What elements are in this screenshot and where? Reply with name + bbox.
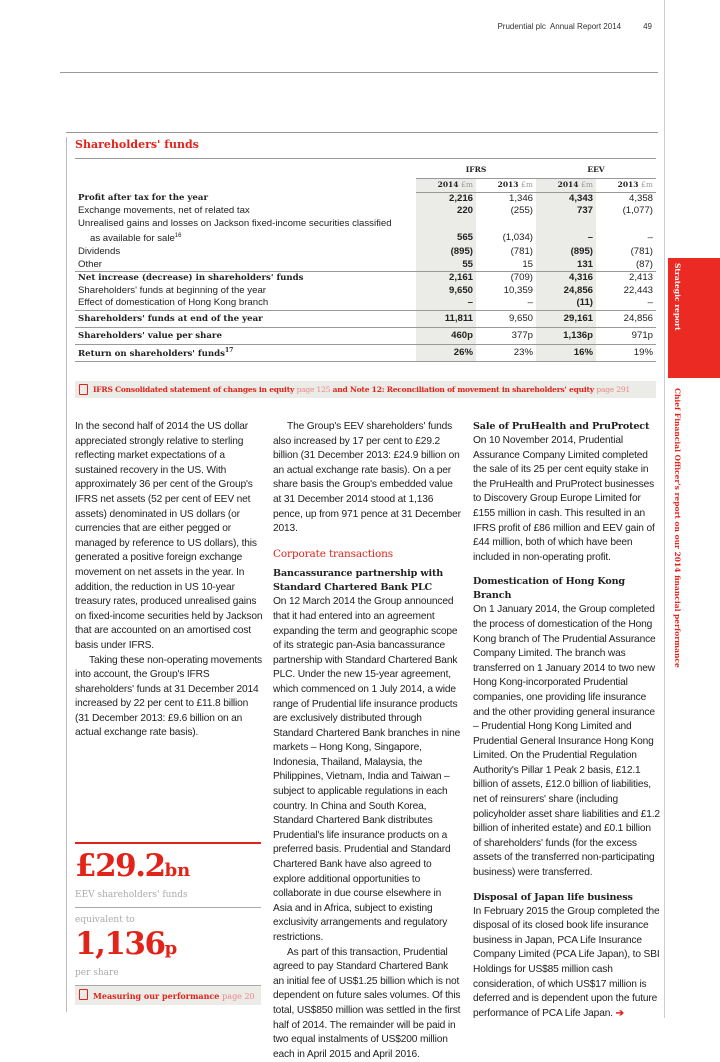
table-row: [75, 230, 656, 246]
table-row: [75, 285, 656, 298]
year-header: [536, 178, 596, 192]
label-text: Exchange movements, net of related tax: [78, 205, 250, 217]
year-header: [416, 178, 476, 192]
table-row: [75, 205, 656, 218]
per-share-value: 1,136: [75, 926, 165, 962]
cell-value: [476, 218, 536, 231]
cell-value: 23%: [476, 345, 536, 362]
cell-value: 22,443: [623, 284, 653, 296]
unit: £m: [581, 179, 593, 189]
paragraph: On 10 November 2014, Prudential Assurance Company Limited completed the sale of its 25 per cent equity stake in the PruHealth and PruProtect businesses to Discovery Group Europe Limited for £155 million in cash. This resulted in an IFRS profit of £86 million and EEV gain of £44 million, both of which have been included in non-operating profit.: [473, 435, 655, 563]
cell-value: [416, 218, 476, 231]
row-label: [75, 345, 416, 362]
year: 2014: [557, 179, 579, 189]
cell-value: 10,359: [503, 284, 533, 296]
cell-value: 460p: [416, 328, 476, 345]
cell-value: 55: [416, 259, 476, 272]
report-name: Annual Report 2014: [549, 22, 622, 31]
column-2: [273, 420, 461, 1062]
label-text: as available for sale: [90, 233, 175, 245]
cell-value: 24,856: [536, 285, 596, 298]
cell-value: 15: [522, 258, 533, 270]
row-label: [75, 311, 416, 328]
per-share-label: per share: [75, 968, 119, 978]
cell-value: 565: [416, 230, 476, 246]
row-label: [75, 192, 416, 205]
cell-value: 2,161: [416, 272, 476, 285]
cell-value: 377p: [476, 328, 536, 345]
cell-value: –: [536, 230, 596, 246]
document-icon: [79, 989, 88, 1000]
cell-value: (895): [416, 246, 476, 259]
cell-value: (1,034): [502, 231, 533, 243]
subheading-bancassurance: Bancassurance partnership with Standard Chartered Bank PLC: [273, 568, 444, 594]
table-row: [75, 246, 656, 259]
cell-value: 24,856: [596, 311, 656, 328]
cell-value: 11,811: [416, 311, 476, 328]
cell-value: 1,136p: [536, 328, 596, 345]
cell-value: 737: [536, 205, 596, 218]
cell-value: 4,343: [536, 192, 596, 205]
label-text: Return on shareholders' funds: [78, 349, 225, 360]
label-text: Net increase (decrease) in shareholders' funds: [78, 273, 304, 284]
label-text: Effect of domestication of Hong Kong branch: [78, 297, 269, 309]
table-row: [75, 192, 656, 205]
cell-value: 9,650: [416, 285, 476, 298]
document-icon: [79, 384, 88, 395]
row-label: [75, 328, 416, 345]
label-text: Shareholders' funds at beginning of the year: [78, 284, 266, 296]
cell-value: 2,216: [416, 192, 476, 205]
paragraph: On 1 January 2014, the Group completed the process of domestication of the Hong Kong branch of The Prudential Assurance Company Limited. The branch was transferred on 1 January 2014 to two new Hong Kong-incorporated Prudential companies, one providing life insurance and the other providing general insurance – Prudential Hong Kong Limited and Prudential General Insurance Hong Kong Limited. On the Prudential Regulation Authority's Pillar 1 Peak 2 basis, £12.1 billion of assets, £12.0 billion of liabilities, net of reinsurers' share (including policyholder asset share liabilities and £1.2 billion of inherited estate) and £0.1 billion of shareholders' funds (for the excess assets of the transferred non-participating business) were transferred.: [473, 604, 660, 879]
row-label: [75, 230, 416, 246]
cell-value: [536, 218, 596, 231]
measuring-performance-link[interactable]: [75, 985, 261, 1005]
cell-value: 4,358: [628, 192, 653, 204]
shareholders-funds-table: [75, 164, 656, 363]
continue-arrow-icon: ➔: [615, 1007, 624, 1019]
table-row: [75, 297, 656, 310]
key-figure-callout: [75, 842, 261, 1005]
cell-value: 4,316: [536, 272, 596, 285]
cell-value: (709): [476, 272, 536, 285]
company-name: Prudential plc: [497, 22, 546, 31]
year-header: [476, 178, 536, 192]
eev-funds-value: £29.2: [75, 848, 165, 884]
chapter-label: Chief Financial Officer's report on our 2014 financial performance: [673, 388, 682, 668]
table-row: [75, 218, 656, 231]
header-rule: [60, 72, 658, 73]
footnote-ref: 17: [224, 347, 234, 355]
label-text: Profit after tax for the year: [78, 193, 208, 204]
cell-value: 1,346: [508, 192, 533, 204]
table-row: [75, 259, 656, 272]
section-title: Shareholders' funds: [75, 138, 199, 151]
label-text: Shareholders' value per share: [78, 330, 222, 341]
xref-page-1: page 125: [296, 385, 331, 394]
blank: [75, 178, 416, 192]
table-top-rule: [75, 158, 656, 159]
eev-funds-unit: bn: [164, 860, 191, 881]
row-label: [75, 205, 416, 218]
cell-value: –: [416, 297, 476, 310]
cell-value: –: [647, 297, 653, 309]
cell-value: (11): [536, 297, 596, 310]
cell-value: 29,161: [536, 311, 596, 328]
cross-reference-link[interactable]: [75, 381, 656, 398]
group-eev: EEV: [536, 164, 656, 178]
cell-value: (87): [635, 258, 653, 270]
cell-value: 19%: [596, 345, 656, 362]
section-rule: [66, 132, 658, 133]
margin-line: [66, 137, 67, 1012]
year: 2013: [497, 179, 519, 189]
section-tab-label[interactable]: Strategic report: [673, 263, 682, 331]
margin-line-right: [664, 0, 665, 1018]
row-label: [75, 246, 416, 259]
cell-value: (781): [510, 246, 533, 258]
cell-value: 220: [416, 205, 476, 218]
paragraph: As part of this transaction, Prudential agreed to pay Standard Chartered Bank an initial fee of US$1.25 billion which is not dependent on future sales volumes. Of this total, US$850 million was settled in the first half of 2014. The remainder will be paid in two equal instalments of US$200 million each in April 2015 and April 2016.: [273, 946, 461, 1060]
label-text: Shareholders' funds at end of the year: [78, 313, 263, 324]
link-page: page 20: [222, 992, 255, 1001]
xref-text-1: IFRS Consolidated statement of changes in equity: [93, 385, 295, 394]
table-row: [75, 272, 656, 285]
label-text: Other: [78, 258, 102, 270]
row-label: [75, 272, 416, 285]
cell-value: –: [527, 297, 533, 309]
year-header: [596, 178, 656, 192]
row-label: [75, 218, 416, 231]
paragraph: In February 2015 the Group completed the disposal of its closed book life insurance business in Japan, PCA Life Insurance Company Limited (PCA Life Japan), to SBI Holdings for US$85 million cash consideration, of which US$17 million is deferred and is dependent upon the future performance of PCA Life Japan.: [473, 905, 660, 1019]
row-label: [75, 259, 416, 272]
cell-value: (781): [630, 246, 653, 258]
unit: £m: [521, 179, 533, 189]
footnote-ref: 16: [174, 233, 182, 240]
column-3: [473, 420, 661, 1021]
paragraph: In the second half of 2014 the US dollar appreciated strongly relative to sterling reflecting market expectations of a sustained recovery in the US. With approximately 36 per cent of the Group's IFRS net assets (52 per cent of EEV net assets) denominated in US dollars (or currencies that are either pegged or managed by reference to US dollars), this generated a positive foreign exchange movement on net assets in the year. In addition, the reduction in US 10-year treasury rates, produced unrealised gains on fixed-income securities held by Jackson that are accounted on an amortised cost basis under IFRS.: [75, 421, 263, 651]
group-ifrs: IFRS: [416, 164, 536, 178]
subheading-corporate-transactions: Corporate transactions: [273, 547, 394, 560]
paragraph: The Group's EEV shareholders' funds also increased by 17 per cent to £29.2 billion (31 December 2013: £24.9 billion on an actual exchange rate basis). On a per share basis the Group's embedded value at 31 December 2014 stood at 1,136 pence, up from 971 pence at 31 December 2013.: [273, 421, 461, 535]
equivalent-label: equivalent to: [75, 915, 135, 925]
unit: £m: [641, 179, 653, 189]
xref-page-2: page 291: [596, 385, 630, 394]
column-1: [75, 420, 263, 741]
page-number: 49: [643, 22, 652, 31]
cell-value: 26%: [416, 345, 476, 362]
table-row: [75, 345, 656, 362]
cell-value: (895): [536, 246, 596, 259]
year: 2013: [617, 179, 639, 189]
paragraph: Taking these non-operating movements into account, the Group's IFRS shareholders' funds at 31 December 2014 increased by 22 per cent to £11.8 billion (31 December 2013: £9.6 billion on an actual exchange rate basis).: [75, 654, 262, 739]
table-row: [75, 328, 656, 345]
subheading-japan: Disposal of Japan life business: [473, 891, 633, 903]
running-header: [493, 22, 652, 31]
cell-value: 971p: [596, 328, 656, 345]
cell-value: 131: [536, 259, 596, 272]
subheading-hong-kong: Domestication of Hong Kong Branch: [473, 576, 625, 602]
cell-value: 9,650: [476, 311, 536, 328]
subheading-pruhealth: Sale of PruHealth and PruProtect: [473, 421, 650, 432]
cell-value: –: [647, 231, 653, 243]
unit: £m: [461, 179, 473, 189]
xref-text-2: and Note 12: Reconciliation of movement in shareholders' equity: [332, 385, 594, 394]
label-text: Dividends: [78, 246, 121, 258]
table-row: [75, 311, 656, 328]
cell-value: (1,077): [622, 205, 653, 217]
label-text: Unrealised gains and losses on Jackson fixed-income securities classified: [78, 217, 392, 229]
year: 2014: [437, 179, 459, 189]
row-label: [75, 297, 416, 310]
per-share-unit: p: [164, 938, 178, 959]
paragraph: On 12 March 2014 the Group announced that it had entered into an agreement expanding the term and geographic scope of its strategic pan-Asia bancassurance partnership with Standard Chartered Bank PLC. Under the new 15-year agreement, which commenced on 1 July 2014, a wide range of Prudential life insurance products are exclusively distributed through Standard Chartered Bank branches in nine markets – Hong Kong, Singapore, Indonesia, Thailand, Malaysia, the Philippines, Vietnam, India and Taiwan – subject to applicable regulations in each country. In China and South Korea, Standard Chartered Bank distributes Prudential's life insurance products on a preferred basis. Prudential and Standard Chartered Bank have also agreed to explore additional opportunities to collaborate in due course elsewhere in Asia and in Africa, subject to existing exclusivity arrangements and regulatory restrictions.: [273, 596, 461, 943]
cell-value: 2,413: [596, 272, 656, 285]
link-text: Measuring our performance: [93, 991, 220, 1001]
cell-value: 16%: [536, 345, 596, 362]
eev-funds-label: EEV shareholders' funds: [75, 890, 188, 900]
cell-value: [596, 218, 656, 231]
row-label: [75, 285, 416, 298]
cell-value: (255): [510, 205, 533, 217]
